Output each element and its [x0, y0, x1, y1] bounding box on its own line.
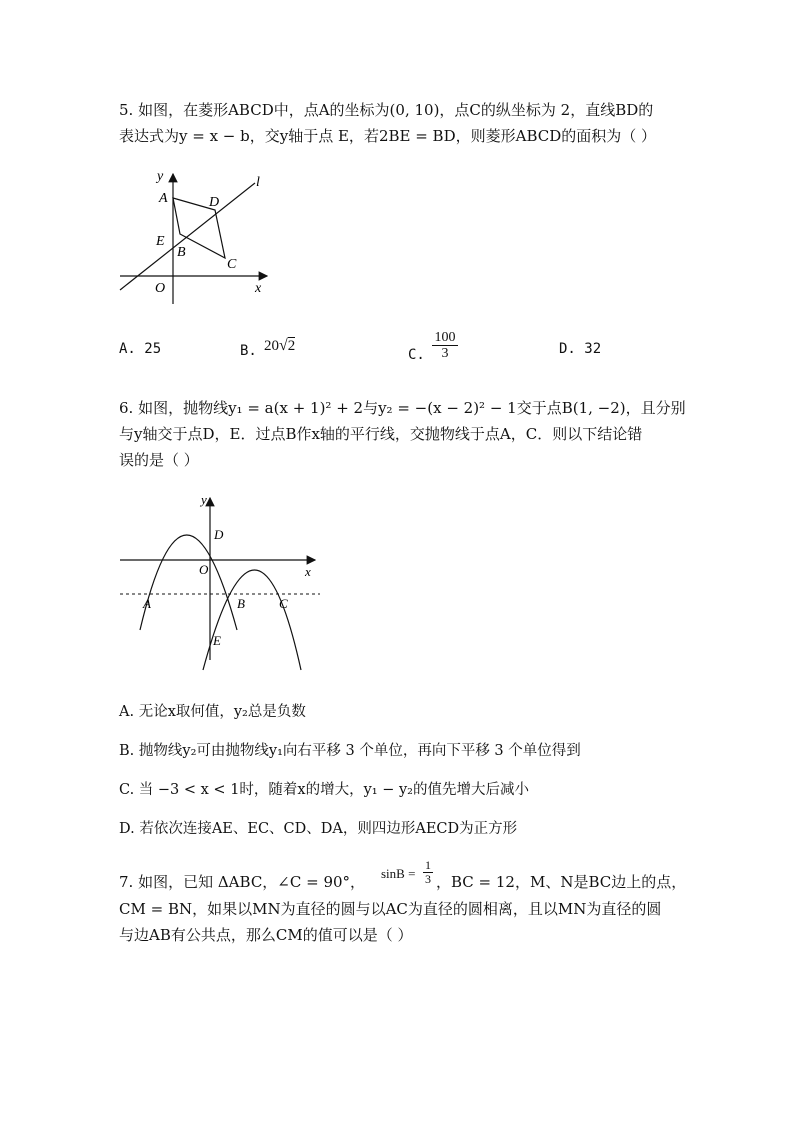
q6-option-d: D. 若依次连接AE、EC、CD、DA，则四边形AECD为正方形 [119, 821, 518, 837]
q5-option-d-value: 32 [584, 341, 602, 357]
q6-label-d: D [214, 527, 224, 542]
q6-label-y: y [201, 492, 207, 507]
q5-option-a-value: 25 [144, 341, 162, 357]
q5-label-y: y [157, 169, 164, 184]
q5-option-c-letter: C. [408, 347, 425, 363]
q5-line-2: 表达式为y = x − b，交y轴于点 E，若2BE = BD，则菱形ABCD的面积为（ ） [119, 127, 657, 145]
q7-line-1-start: 7. 如图，已知 ΔABC，∠C = 90°， [119, 873, 366, 891]
q5-option-a [119, 341, 161, 357]
q5-label-a: A [159, 191, 168, 206]
q5-option-d-letter: D. [559, 341, 576, 357]
q6-label-x: x [305, 564, 311, 579]
q6-parabola-y1 [140, 535, 237, 630]
q5-label-b: B [177, 245, 186, 260]
q5-label-o: O [155, 281, 166, 296]
q5-option-a-letter: A. [119, 341, 136, 357]
q5-option-b-radicand: 2 [287, 338, 296, 354]
q7-sin-label: sinB = [381, 866, 416, 881]
q7-line-1-end: ，BC = 12，M、N是BC边上的点， [436, 873, 687, 891]
q5-option-b-coef: 20 [264, 338, 279, 354]
q7-line-2: CM = BN，如果以MN为直径的圆与以AC为直径的圆相离，且以MN为直径的圆 [119, 900, 662, 918]
q5-line-1: 5. 如图，在菱形ABCD中，点A的坐标为(0, 10)，点C的纵坐标为 2，直线BD的 [119, 101, 654, 119]
q7-line-3: 与边AB有公共点，那么CM的值可以是（ ） [119, 926, 413, 944]
q5-label-l: l [256, 175, 260, 190]
q6-option-c: C. 当 −3 < x < 1时，随着x的增大，y₁ − y₂的值先增大后减小 [119, 782, 529, 798]
q5-option-c-numerator: 100 [434, 330, 456, 345]
q5-line-l [120, 183, 255, 290]
q5-option-b-value: 20√2 [264, 337, 296, 354]
q6-label-c: C [279, 596, 288, 611]
q5-option-b-letter: B. [240, 343, 257, 359]
q6-line-2: 与y轴交于点D，E．过点B作x轴的平行线，交抛物线于点A，C．则以下结论错 [119, 425, 643, 443]
q5-option-c-fraction [432, 330, 458, 361]
q6-label-e: E [213, 633, 221, 648]
q5-figure [115, 168, 285, 308]
q6-line-1: 6. 如图，抛物线y₁ = a(x + 1)² + 2与y₂ = −(x − 2)² − 1交于点B(1, −2)，且分别 [119, 399, 686, 417]
q7-sin-fraction [423, 859, 433, 886]
q6-figure [115, 490, 325, 680]
q6-line-3: 误的是（ ） [119, 451, 199, 469]
q7-sin-denominator: 3 [425, 872, 431, 886]
q6-option-a: A. 无论x取何值，y₂总是负数 [119, 704, 306, 720]
q6-option-b: B. 抛物线y₂可由抛物线y₁向右平移 3 个单位，再向下平移 3 个单位得到 [119, 743, 581, 759]
q6-label-b: B [237, 596, 245, 611]
q5-label-x: x [255, 281, 262, 296]
q6-label-o: O [199, 562, 209, 577]
q7-sin-numerator: 1 [425, 858, 431, 872]
q5-label-d: D [209, 195, 220, 210]
q6-parabola-y2 [203, 570, 301, 670]
q6-label-a: A [143, 596, 151, 611]
q5-option-d [559, 341, 601, 357]
q5-option-c-denominator: 3 [432, 345, 458, 361]
q5-label-e: E [156, 234, 165, 249]
q5-label-c: C [227, 257, 237, 272]
